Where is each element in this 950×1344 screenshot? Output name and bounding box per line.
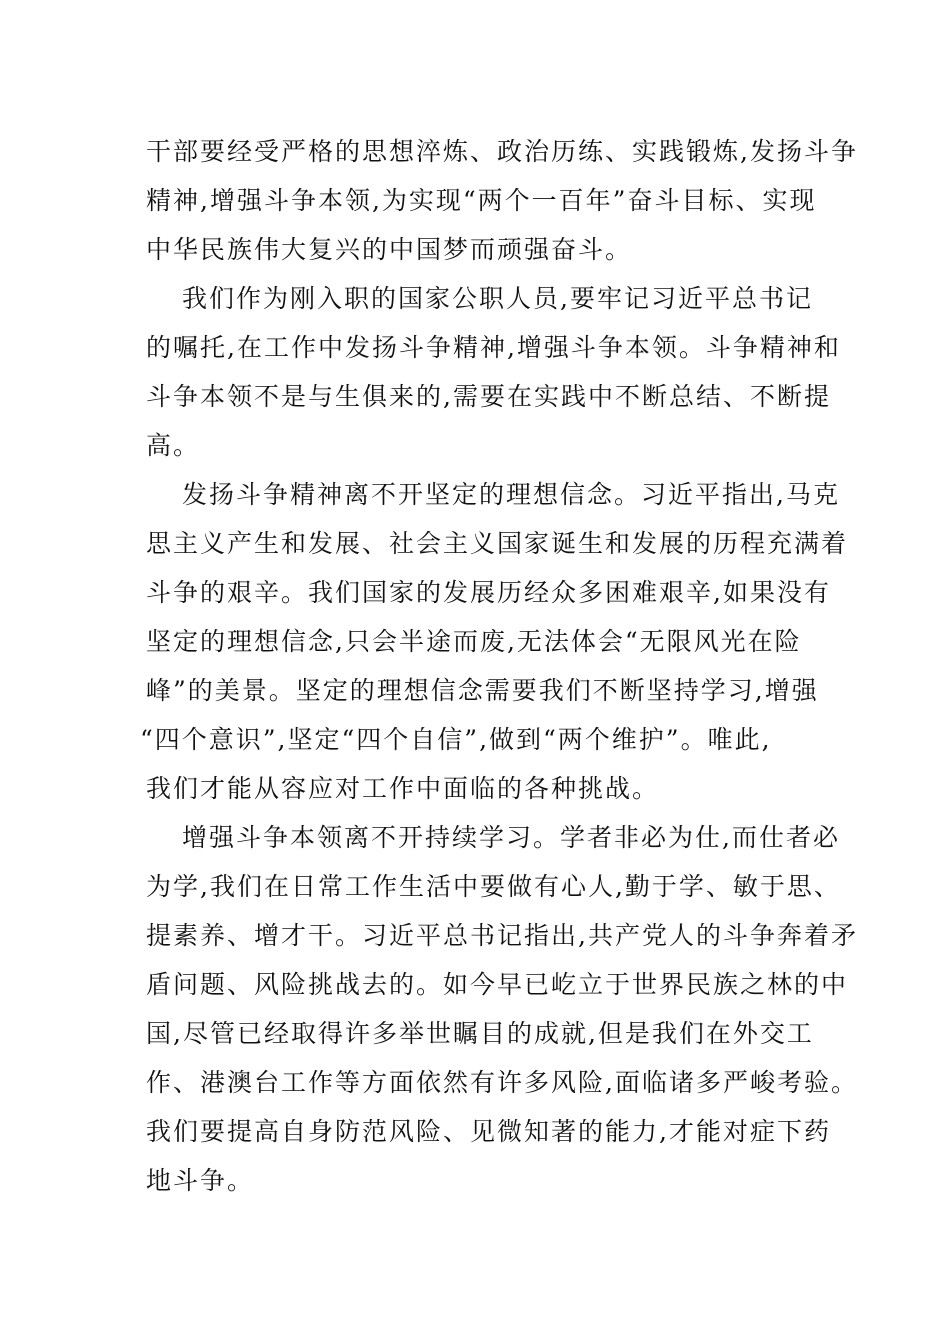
- text-line: 的嘱托,在工作中发扬斗争精神,增强斗争本领。斗争精神和: [146, 333, 841, 362]
- text-line: 提素养、增才干。习近平总书记指出,共产党人的斗争奔着矛: [146, 921, 858, 950]
- text-line: 坚定的理想信念,只会半途而废,无法体会“无限风光在险: [146, 627, 802, 656]
- text-line: 作、港澳台工作等方面依然有许多风险,面临诸多严峻考验。: [146, 1068, 858, 1097]
- text-line: 峰”的美景。坚定的理想信念需要我们不断坚持学习,增强: [146, 676, 819, 705]
- text-line: 斗争本领不是与生俱来的,需要在实践中不断总结、不断提: [146, 382, 831, 411]
- text-line: 斗争的艰辛。我们国家的发展历经众多困难艰辛,如果没有: [146, 578, 831, 607]
- text-line: 我们要提高自身防范风险、见微知著的能力,才能对症下药: [146, 1117, 831, 1146]
- text-line: 中华民族伟大复兴的中国梦而顽强奋斗。: [146, 235, 633, 264]
- text-line: 国,尽管已经取得许多举世瞩目的成就,但是我们在外交工: [146, 1019, 814, 1048]
- text-line: 我们才能从容应对工作中面临的各种挑战。: [146, 774, 660, 803]
- text-line: 思主义产生和发展、社会主义国家诞生和发展的历程充满着: [146, 529, 849, 558]
- text-line: 地斗争。: [146, 1166, 255, 1195]
- text-line: “四个意识”,坚定“四个自信”,做到“两个维护”。唯此,: [140, 725, 772, 754]
- text-line: 精神,增强斗争本领,为实现“两个一百年”奋斗目标、实现: [146, 186, 817, 215]
- text-line: 干部要经受严格的思想淬炼、政治历练、实践锻炼,发扬斗争: [146, 137, 858, 166]
- text-line: 增强斗争本领离不开持续学习。学者非必为仕,而仕者必: [182, 823, 840, 852]
- text-line: 发扬斗争精神离不开坚定的理想信念。习近平指出,马克: [182, 480, 840, 509]
- text-line: 我们作为刚入职的国家公职人员,要牢记习近平总书记: [182, 284, 813, 313]
- text-line: 为学,我们在日常工作生活中要做有心人,勤于学、敏于思、: [146, 872, 841, 901]
- text-line: 高。: [146, 431, 201, 460]
- text-line: 盾问题、风险挑战去的。如今早已屹立于世界民族之林的中: [146, 970, 849, 999]
